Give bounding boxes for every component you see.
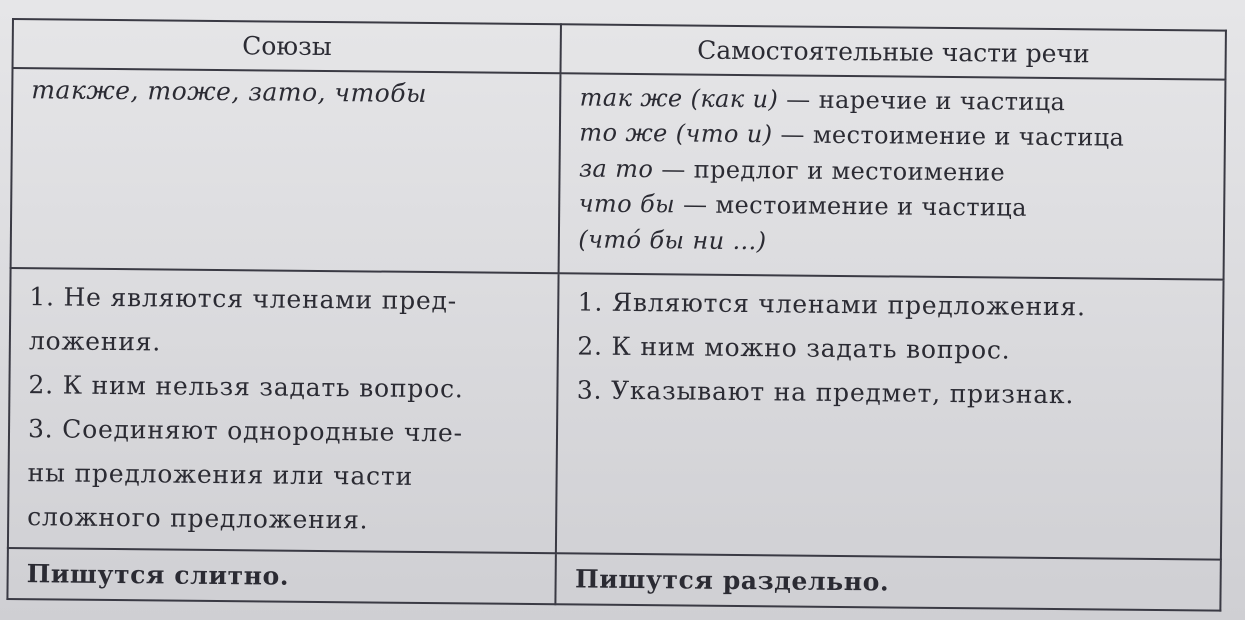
examples-conjunctions-cell — [11, 68, 561, 274]
parts-properties-cell — [556, 274, 1223, 560]
conjunction-properties-cell — [8, 268, 559, 553]
property-line: ны предложения или части — [27, 458, 414, 492]
example-description: — местоимение и частица — [674, 190, 1028, 222]
example-line — [579, 116, 1208, 158]
example-line — [580, 80, 1209, 122]
example-word: то же (что и) — [579, 118, 773, 149]
examples-parts-cell — [559, 73, 1225, 280]
example-word: за то — [578, 154, 654, 183]
examples-row — [11, 68, 1226, 280]
property-line: 2. К ним нельзя задать вопрос. — [28, 370, 464, 404]
example-description: — наречие и частица — [778, 85, 1066, 116]
spelling-row — [7, 548, 1220, 610]
property-line: сложного предложения. — [27, 502, 369, 535]
property-line: 1. Не являются членами пред- — [29, 282, 458, 316]
spelling-conjunctions: Пишутся слитно. — [7, 548, 556, 604]
example-line — [578, 222, 1207, 264]
example-word: так же (как и) — [579, 83, 779, 114]
example-line — [579, 151, 1208, 193]
property-line: 2. К ним можно задать вопрос. — [577, 331, 1011, 366]
header-conjunctions: Союзы — [13, 19, 562, 73]
example-word: что бы — [578, 189, 676, 219]
header-parts-of-speech: Самостоятельные части речи — [561, 24, 1226, 79]
example-line — [579, 187, 1208, 229]
property-line: 1. Являются членами предложения. — [577, 287, 1086, 322]
property-line: 3. Соединяют однородные чле- — [27, 414, 463, 448]
property-line: 3. Указывают на предмет, признак. — [576, 375, 1075, 410]
example-description: — предлог и местоимение — [653, 154, 1006, 187]
comparison-table — [6, 18, 1227, 612]
conjunction-examples: также, тоже, зато, чтобы — [31, 74, 428, 108]
properties-row — [8, 268, 1224, 559]
spelling-parts: Пишутся раздельно. — [556, 554, 1221, 611]
example-description: — местоимение и частица — [772, 120, 1125, 152]
example-word: (что́ бы ни ...) — [578, 225, 767, 255]
property-line: ложения. — [28, 326, 162, 357]
